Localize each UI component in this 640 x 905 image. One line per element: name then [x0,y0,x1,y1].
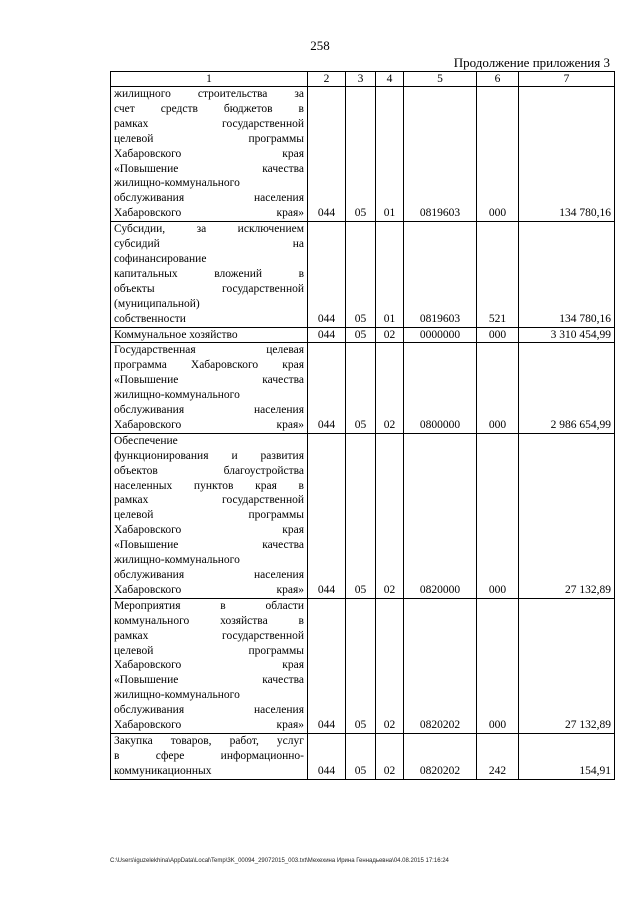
row-amount: 154,91 [519,733,615,779]
row-name: жилищного строительства за счет средств бюджетов в рамках государственной целевой программы Хабаровского края «Повышение качества жилищно-коммунального обслуживания населения Хабаровского края» [111,87,308,222]
row-amount: 27 132,89 [519,433,615,598]
header-col-4: 4 [376,72,404,87]
row-amount: 134 780,16 [519,87,615,222]
header-row [111,72,615,87]
row-subsection-code: 01 [376,87,404,222]
row-section-code: 05 [346,343,376,433]
header-col-3: 3 [346,72,376,87]
row-name: Коммунальное хозяйство [111,327,308,343]
row-target-code: 0820202 [404,733,477,779]
row-expense-type: 521 [477,222,519,327]
row-section-code: 05 [346,87,376,222]
table-row [111,327,615,343]
row-subsection-code: 01 [376,222,404,327]
table-row [111,343,615,433]
row-expense-type: 000 [477,327,519,343]
row-ministry-code: 044 [308,343,346,433]
row-target-code: 0000000 [404,327,477,343]
row-ministry-code: 044 [308,87,346,222]
header-col-1: 1 [111,72,308,87]
row-subsection-code: 02 [376,733,404,779]
row-amount: 2 986 654,99 [519,343,615,433]
page-number: 258 [310,38,330,53]
row-subsection-code: 02 [376,343,404,433]
table-row [111,433,615,598]
table-row [111,733,615,779]
row-expense-type: 000 [477,87,519,222]
header-col-2: 2 [308,72,346,87]
header-col-7: 7 [519,72,615,87]
row-section-code: 05 [346,222,376,327]
row-expense-type: 000 [477,343,519,433]
file-path-footer: C:\Users\iguzelekhina\AppData\Local\Temp\3K_00094_29072015_003.txt\Мехехина Ирина Геннадьевна\04.08.2015 17:16:24 [110,858,449,864]
row-name: Мероприятия в области коммунального хозяйства в рамках государственной целевой программы Хабаровского края «Повышение качества жилищно-коммунального обслуживания населения Хабаровского края» [111,598,308,733]
row-expense-type: 000 [477,598,519,733]
continuation-caption: Продолжение приложения 3 [453,55,610,70]
row-name: Государственная целевая программа Хабаровского края «Повышение качества жилищно-коммунального обслуживания населения Хабаровского края» [111,343,308,433]
header-col-6: 6 [477,72,519,87]
row-target-code: 0819603 [404,222,477,327]
row-ministry-code: 044 [308,433,346,598]
row-amount: 3 310 454,99 [519,327,615,343]
row-expense-type: 000 [477,433,519,598]
table-row [111,222,615,327]
row-amount: 134 780,16 [519,222,615,327]
row-target-code: 0820000 [404,433,477,598]
row-target-code: 0800000 [404,343,477,433]
row-subsection-code: 02 [376,598,404,733]
table-row [111,598,615,733]
row-section-code: 05 [346,327,376,343]
row-subsection-code: 02 [376,327,404,343]
budget-table [110,71,615,780]
row-target-code: 0819603 [404,87,477,222]
row-ministry-code: 044 [308,222,346,327]
row-ministry-code: 044 [308,598,346,733]
row-target-code: 0820202 [404,598,477,733]
row-expense-type: 242 [477,733,519,779]
row-name: Закупка товаров, работ, услуг в сфере информационно- коммуникационных [111,733,308,779]
row-ministry-code: 044 [308,327,346,343]
row-subsection-code: 02 [376,433,404,598]
row-section-code: 05 [346,598,376,733]
row-ministry-code: 044 [308,733,346,779]
row-name: Субсидии, за исключением субсидий на софинансирование капитальных вложений в объекты государственной (муниципальной) собственности [111,222,308,327]
row-amount: 27 132,89 [519,598,615,733]
table-row [111,87,615,222]
row-section-code: 05 [346,433,376,598]
row-name: Обеспечение функционирования и развития объектов благоустройства населенных пунктов края в рамках государственной целевой программы Хабаровского края «Повышение качества жилищно-коммунального обслуживания населения Хабаровского края» [111,433,308,598]
row-section-code: 05 [346,733,376,779]
header-col-5: 5 [404,72,477,87]
